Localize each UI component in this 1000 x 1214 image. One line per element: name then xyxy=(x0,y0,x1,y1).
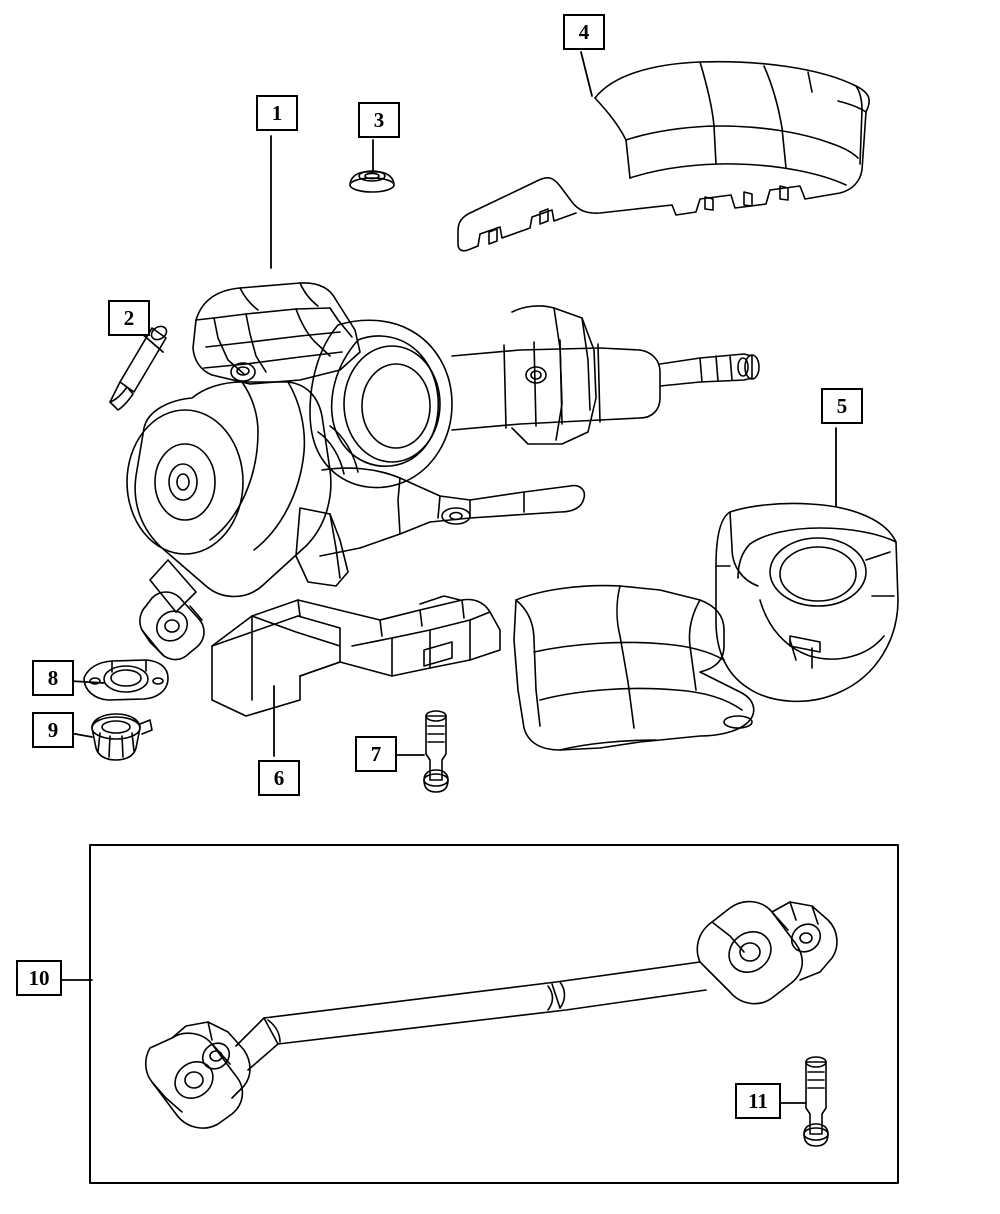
callout-5[interactable]: 5 xyxy=(821,388,863,424)
part-7-screw xyxy=(424,711,448,792)
part-5-lower-shroud-half xyxy=(514,586,754,750)
part-3-nut xyxy=(350,171,394,192)
part-10-intermediate-shaft xyxy=(146,902,837,1128)
part-9-ignition-lock-cylinder xyxy=(92,714,152,760)
part-6-knee-blocker-bracket xyxy=(212,596,500,716)
callout-7[interactable]: 7 xyxy=(355,736,397,772)
callout-11[interactable]: 11 xyxy=(735,1083,781,1119)
leader-lines xyxy=(60,52,836,1103)
callout-8[interactable]: 8 xyxy=(32,660,74,696)
callout-1[interactable]: 1 xyxy=(256,95,298,131)
part-11-bolt xyxy=(804,1057,828,1146)
callout-2[interactable]: 2 xyxy=(108,300,150,336)
callout-10[interactable]: 10 xyxy=(16,960,62,996)
callout-6[interactable]: 6 xyxy=(258,760,300,796)
part-1-steering-column xyxy=(127,283,759,660)
part-2-bolt xyxy=(110,324,169,410)
callout-9[interactable]: 9 xyxy=(32,712,74,748)
part-5-lower-shroud xyxy=(716,503,898,701)
inset-box xyxy=(90,845,898,1183)
callout-4[interactable]: 4 xyxy=(563,14,605,50)
part-8-clockspring-retainer xyxy=(84,660,168,700)
part-4-upper-shroud xyxy=(458,62,869,251)
callout-3[interactable]: 3 xyxy=(358,102,400,138)
